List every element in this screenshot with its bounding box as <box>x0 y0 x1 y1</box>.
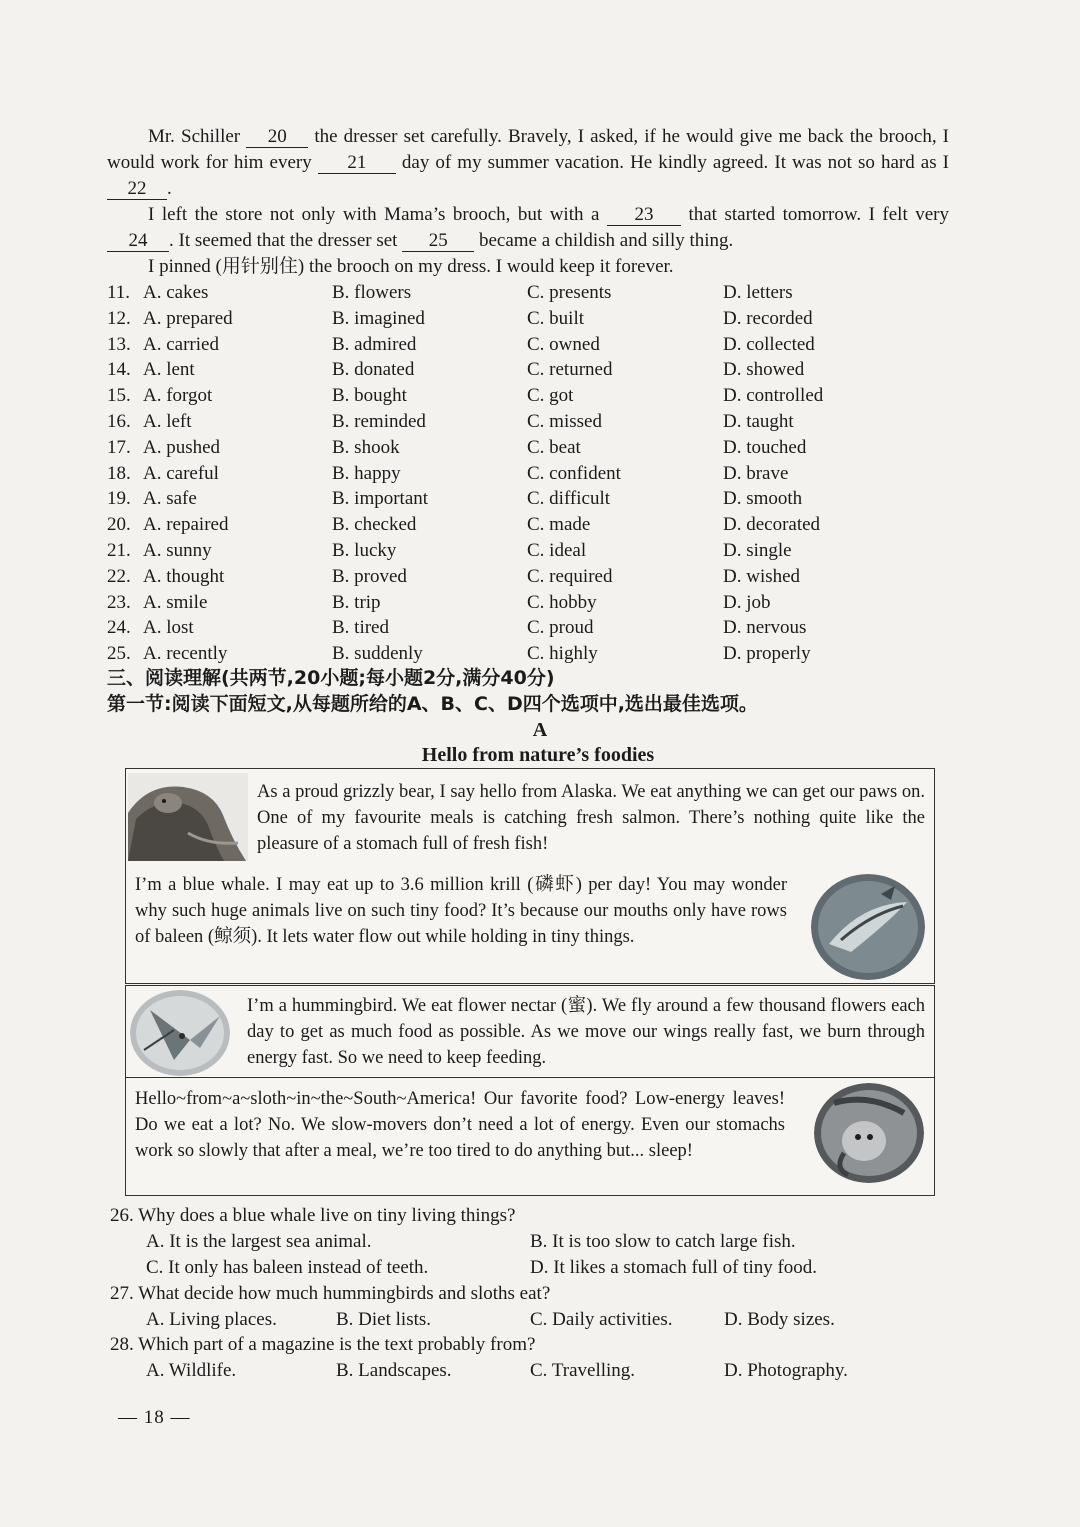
option-a: A. sunny <box>143 540 212 561</box>
question-28-option-c: C. Travelling. <box>530 1360 636 1381</box>
text-run: that started tomorrow. I felt very <box>688 204 950 225</box>
option-a: A. carried <box>143 333 219 355</box>
question-26-option-d: D. It likes a stomach full of tiny food. <box>530 1257 818 1278</box>
question-number: 22. <box>107 565 131 587</box>
question-number: 24. <box>107 617 131 639</box>
article-title: Hello from nature’s foodies <box>421 744 655 766</box>
option-c: C. got <box>527 385 574 407</box>
option-c: C. highly <box>527 643 598 665</box>
option-b: B. proved <box>332 565 407 587</box>
text-run: . <box>167 178 172 199</box>
card-text: I’m a blue whale. I may eat up to 3.6 million krill (磷虾) per day! You may wonder why such huge animals live on such tiny food? It’s because our mouths only have rows of baleen (鲸须). It lets water flow out while holding in tiny things. <box>135 875 787 947</box>
option-c: C. built <box>527 307 585 329</box>
option-b: B. happy <box>332 462 401 484</box>
question-number: 16. <box>107 411 131 432</box>
passage-paragraph-3: I pinned (用针别住) the brooch on my dress. I would keep it forever. <box>148 256 674 277</box>
option-d: D. letters <box>723 282 793 303</box>
option-c: C. made <box>527 514 591 536</box>
question-number: 19. <box>107 488 131 510</box>
card-hummingbird <box>125 985 935 1078</box>
text-run: I left the store not only with Mama’s brooch, but with a <box>148 204 600 225</box>
question-number: 20. <box>107 514 131 536</box>
question-28-option-d: D. Photography. <box>724 1360 848 1381</box>
text-run: Mr. Schiller <box>148 126 241 147</box>
question-26-option-a: A. It is the largest sea animal. <box>146 1231 372 1252</box>
option-c: C. presents <box>527 282 612 303</box>
option-d: D. single <box>723 540 792 561</box>
option-a: A. recently <box>143 643 228 665</box>
question-number: 14. <box>107 359 131 381</box>
sloth-icon <box>814 1083 924 1183</box>
option-b: B. trip <box>332 591 381 613</box>
grizzly-bear-icon <box>128 773 248 861</box>
option-b: B. flowers <box>332 282 412 303</box>
card-text: As a proud grizzly bear, I say hello from Alaska. We eat anything we can get our paws on. One of my favourite meals is catching fresh salmon. There’s nothing quite like the pleasure of a stomach full of fresh fish! <box>257 782 925 854</box>
option-c: C. beat <box>527 436 581 458</box>
option-b: B. lucky <box>332 540 397 561</box>
option-c: C. returned <box>527 359 613 381</box>
option-row <box>107 538 967 564</box>
question-26-option-c: C. It only has baleen instead of teeth. <box>146 1257 429 1278</box>
option-b: B. shook <box>332 436 400 458</box>
option-c: C. required <box>527 565 613 587</box>
option-c: C. missed <box>527 411 602 432</box>
option-row <box>107 357 967 383</box>
option-row <box>107 435 967 461</box>
option-b: B. checked <box>332 514 417 536</box>
option-d: D. decorated <box>723 514 821 536</box>
question-number: 11. <box>107 282 131 303</box>
blank-21: 21 <box>318 153 396 174</box>
option-row <box>107 641 967 667</box>
option-a: A. forgot <box>143 385 213 407</box>
option-b: B. important <box>332 488 429 510</box>
option-d: D. taught <box>723 411 794 432</box>
option-a: A. smile <box>143 591 208 613</box>
option-b: B. suddenly <box>332 643 423 665</box>
option-row <box>107 486 967 512</box>
option-a: A. careful <box>143 462 219 484</box>
question-27-option-c: C. Daily activities. <box>530 1309 673 1330</box>
option-a: A. pushed <box>143 436 221 458</box>
text-run: . It seemed that the dresser set <box>169 230 398 251</box>
option-row <box>107 383 967 409</box>
blank-25: 25 <box>402 231 474 252</box>
option-c: C. difficult <box>527 488 611 510</box>
option-row <box>107 512 967 538</box>
blank-22: 22 <box>107 179 167 200</box>
blank-23: 23 <box>607 205 681 226</box>
option-d: D. nervous <box>723 617 807 639</box>
section-title: 三、阅读理解(共两节,20小题;每小题2分,满分40分) <box>107 667 555 689</box>
question-27-option-b: B. Diet lists. <box>336 1309 432 1330</box>
option-a: A. lent <box>143 359 195 381</box>
question-28-option-b: B. Landscapes. <box>336 1360 452 1381</box>
option-b: B. donated <box>332 359 415 381</box>
passage-paragraph-2 <box>107 202 949 254</box>
option-row <box>107 409 967 435</box>
option-c: C. owned <box>527 333 600 355</box>
card-text: Hello~from~a~sloth~in~the~South~America! Our favorite food? Low-energy leaves! Do we eat a lot? No. We slow-movers don’t need a lot of energy. Even our stomachs work so slowly that after a meal, we’re too tired to do anything but... sleep! <box>135 1089 785 1161</box>
question-number: 23. <box>107 591 131 613</box>
question-28-option-a: A. Wildlife. <box>146 1360 237 1381</box>
option-c: C. ideal <box>527 540 587 561</box>
option-d: D. controlled <box>723 385 824 407</box>
text-run: the dresser set carefully. Bravely, I asked, if he would give me back the brooch, I would work for him every <box>107 126 950 173</box>
question-number: 15. <box>107 385 131 407</box>
option-row <box>107 615 967 641</box>
option-d: D. properly <box>723 643 811 665</box>
card-text: I’m a hummingbird. We eat flower nectar (蜜). We fly around a few thousand flowers each day to get as much food as possible. As we move our wings really fast, we burn through energy fast. So we need to keep feeding. <box>247 996 925 1068</box>
question-28-stem: 28. Which part of a magazine is the text probably from? <box>110 1334 536 1355</box>
option-row <box>107 461 967 487</box>
option-row <box>107 564 967 590</box>
option-b: B. admired <box>332 333 417 355</box>
option-a: A. lost <box>143 617 194 639</box>
option-d: D. touched <box>723 436 807 458</box>
option-row <box>107 306 967 332</box>
blank-24: 24 <box>107 231 169 252</box>
question-27-option-d: D. Body sizes. <box>724 1309 835 1330</box>
card-blue-whale <box>125 862 935 984</box>
option-a: A. left <box>143 411 192 432</box>
question-26-option-b: B. It is too slow to catch large fish. <box>530 1231 796 1252</box>
option-d: D. collected <box>723 333 815 355</box>
option-a: A. safe <box>143 488 197 510</box>
question-number: 12. <box>107 307 131 329</box>
blue-whale-icon <box>811 874 925 980</box>
blank-20: 20 <box>246 127 308 148</box>
passage-paragraph-1 <box>107 124 949 202</box>
option-row <box>107 280 967 306</box>
option-a: A. thought <box>143 565 225 587</box>
card-grizzly-bear <box>125 768 935 864</box>
passage-letter: A <box>532 719 548 741</box>
text-run: became a childish and silly thing. <box>478 230 734 251</box>
option-d: D. wished <box>723 565 801 587</box>
question-number: 17. <box>107 436 131 458</box>
page-number: — 18 — <box>118 1407 191 1428</box>
option-d: D. brave <box>723 462 789 484</box>
question-26-stem: 26. Why does a blue whale live on tiny living things? <box>110 1205 516 1226</box>
option-c: C. confident <box>527 462 621 484</box>
option-d: D. showed <box>723 359 805 381</box>
option-d: D. recorded <box>723 307 813 329</box>
question-number: 13. <box>107 333 131 355</box>
option-c: C. hobby <box>527 591 597 613</box>
hummingbird-icon <box>130 990 230 1076</box>
card-sloth <box>125 1077 935 1196</box>
option-a: A. repaired <box>143 514 229 536</box>
question-number: 25. <box>107 643 131 665</box>
option-d: D. job <box>723 591 771 613</box>
option-b: B. imagined <box>332 307 425 329</box>
question-27-option-a: A. Living places. <box>146 1309 277 1330</box>
question-27-stem: 27. What decide how much hummingbirds and sloths eat? <box>110 1283 551 1304</box>
option-d: D. smooth <box>723 488 803 510</box>
option-c: C. proud <box>527 617 594 639</box>
option-a: A. prepared <box>143 307 233 329</box>
section-instruction: 第一节:阅读下面短文,从每题所给的A、B、C、D四个选项中,选出最佳选项。 <box>107 693 758 715</box>
option-b: B. tired <box>332 617 389 639</box>
option-a: A. cakes <box>143 282 209 303</box>
text-run: day of my summer vacation. He kindly agreed. It was not so hard as I <box>401 152 950 173</box>
question-number: 18. <box>107 462 131 484</box>
option-b: B. reminded <box>332 411 426 432</box>
option-row <box>107 332 967 358</box>
question-number: 21. <box>107 540 131 561</box>
option-b: B. bought <box>332 385 407 407</box>
option-row <box>107 590 967 616</box>
